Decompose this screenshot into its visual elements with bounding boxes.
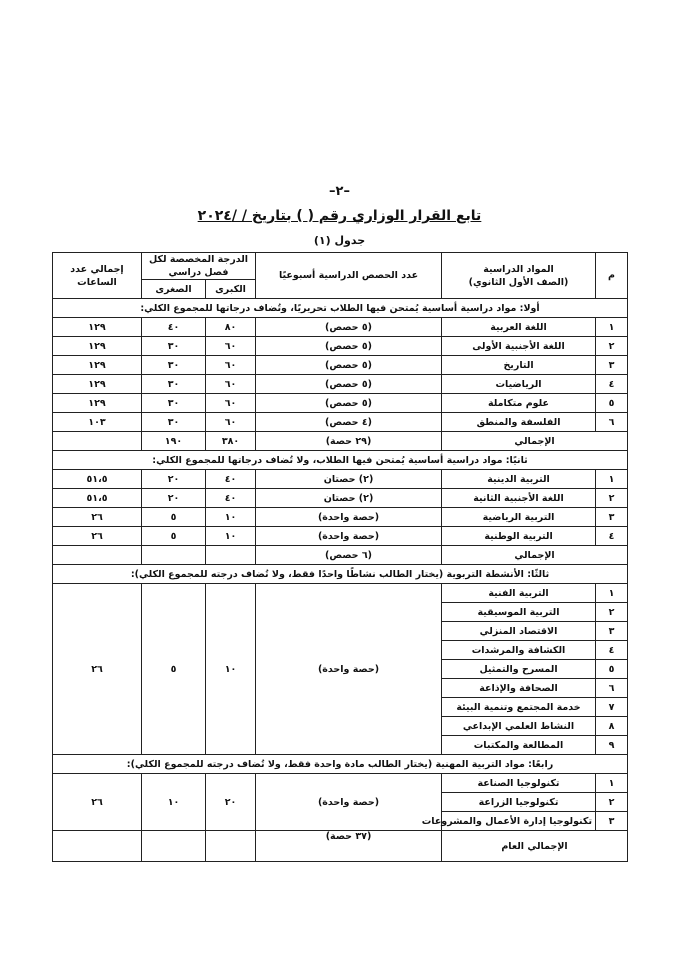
row-subject: تكنولوجيا إدارة الأعمال والمشروعات: [442, 812, 596, 831]
row-number: ٥: [596, 660, 628, 679]
table-body: [53, 299, 628, 862]
row-number: ٩: [596, 736, 628, 755]
section-3-title: [53, 565, 628, 584]
row-number: ٣: [596, 812, 628, 831]
row-number: ٢: [596, 603, 628, 622]
row-number: ٧: [596, 698, 628, 717]
table-row: [53, 527, 628, 546]
grand-total-label: الإجمالي العام: [442, 831, 628, 862]
table-row: [53, 375, 628, 394]
row-subject: علوم متكاملة: [442, 394, 596, 413]
total-row: [53, 432, 628, 451]
total-row: [53, 546, 628, 565]
row-subject: خدمة المجتمع وتنمية البيئة: [442, 698, 596, 717]
row-number: ٨: [596, 717, 628, 736]
row-periods: (٤ حصص): [256, 413, 442, 432]
total-label: الإجمالي: [442, 546, 628, 565]
section-2-title: [53, 451, 628, 470]
row-hours: ١٢٩: [53, 356, 142, 375]
section-1-title-text: أولا: مواد دراسية أساسية يُمتحن فيها الطلاب تحريريًا، وتُضاف درجاتها للمجموع الكلي:: [53, 299, 628, 318]
row-min-grade: ٢٠: [142, 470, 206, 489]
grand-total-min-grade: [142, 831, 206, 862]
header-periods: عدد الحصص الدراسية أسبوعيًا: [256, 253, 442, 299]
row-hours: ٥١،٥: [53, 470, 142, 489]
row-number: ٢: [596, 337, 628, 356]
group-hours: ٢٦: [53, 584, 142, 755]
group-max-grade: ٢٠: [206, 774, 256, 831]
row-hours: ١٢٩: [53, 375, 142, 394]
row-hours: ١٢٩: [53, 337, 142, 356]
row-subject: الرياضيات: [442, 375, 596, 394]
header-subjects-line2: (الصف الأول الثانوي): [468, 276, 569, 288]
row-max-grade: ٦٠: [206, 375, 256, 394]
row-number: ١: [596, 774, 628, 793]
row-max-grade: ٦٠: [206, 413, 256, 432]
group-max-grade: ١٠: [206, 584, 256, 755]
header-max: الكبرى: [206, 280, 256, 299]
row-number: ١: [596, 470, 628, 489]
row-hours: ١٢٩: [53, 318, 142, 337]
row-subject: الاقتصاد المنزلي: [442, 622, 596, 641]
row-subject: النشاط العلمي الإبداعي: [442, 717, 596, 736]
row-hours: ٢٦: [53, 508, 142, 527]
row-hours: ١٢٩: [53, 394, 142, 413]
row-number: ٥: [596, 394, 628, 413]
row-subject: الفلسفة والمنطق: [442, 413, 596, 432]
row-min-grade: ٥: [142, 508, 206, 527]
row-subject: المطالعة والمكتبات: [442, 736, 596, 755]
grand-total-periods: (٣٧ حصة): [256, 831, 442, 862]
table-row: [53, 413, 628, 432]
row-number: ١: [596, 584, 628, 603]
table-row: [53, 318, 628, 337]
row-periods: (٥ حصص): [256, 394, 442, 413]
row-subject: التربية الدينية: [442, 470, 596, 489]
row-subject: تكنولوجيا الصناعة: [442, 774, 596, 793]
header-total-hours: إجمالي عدد الساعات: [53, 253, 142, 299]
row-periods: (حصة واحدة): [256, 508, 442, 527]
row-periods: (حصة واحدة): [256, 527, 442, 546]
section-3-title-text: ثالثًا: الأنشطة التربوية (يختار الطالب نشاطًا واحدًا فقط، ولا تُضاف درجته للمجموع الكلي):: [53, 565, 628, 584]
grand-total-max-grade: [206, 831, 256, 862]
row-periods: (٢) حصتان: [256, 470, 442, 489]
row-max-grade: ٤٠: [206, 470, 256, 489]
row-hours: ١٠٣: [53, 413, 142, 432]
grand-total-hours: [53, 831, 142, 862]
row-min-grade: ٥: [142, 527, 206, 546]
section-2-title-text: ثانيًا: مواد دراسية أساسية يُمتحن فيها الطلاب، ولا تُضاف درجاتها للمجموع الكلي:: [53, 451, 628, 470]
row-number: ٢: [596, 793, 628, 812]
row-subject: الصحافة والإذاعة: [442, 679, 596, 698]
table-row: [53, 584, 628, 603]
row-min-grade: ٣٠: [142, 337, 206, 356]
section-4-title: [53, 755, 628, 774]
row-min-grade: ٣٠: [142, 356, 206, 375]
row-subject: التاريخ: [442, 356, 596, 375]
row-number: ٦: [596, 679, 628, 698]
group-min-grade: ٥: [142, 584, 206, 755]
total-periods: (٢٩ حصة): [256, 432, 442, 451]
table-row: [53, 774, 628, 793]
table-row: [53, 489, 628, 508]
row-max-grade: ٤٠: [206, 489, 256, 508]
total-label: الإجمالي: [442, 432, 628, 451]
table-row: [53, 356, 628, 375]
header-min: الصغرى: [142, 280, 206, 299]
row-max-grade: ٦٠: [206, 356, 256, 375]
row-max-grade: ٦٠: [206, 394, 256, 413]
row-number: ٣: [596, 508, 628, 527]
row-subject: الكشافة والمرشدات: [442, 641, 596, 660]
row-min-grade: ٢٠: [142, 489, 206, 508]
total-min-grade: [142, 546, 206, 565]
row-subject: التربية الموسيقية: [442, 603, 596, 622]
header-grade: الدرجة المخصصة لكل فصل دراسي: [142, 253, 256, 280]
row-max-grade: ٦٠: [206, 337, 256, 356]
total-hours: [53, 432, 142, 451]
decree-title: تابع القرار الوزاري رقم ( ) بتاريخ / /٢٠٢٤: [197, 208, 482, 224]
row-periods: (٥ حصص): [256, 318, 442, 337]
total-max-grade: [206, 546, 256, 565]
row-subject: اللغة الأجنبية الأولى: [442, 337, 596, 356]
table-row: [53, 394, 628, 413]
page-number: –٢–: [329, 184, 350, 199]
header-subjects-line1: المواد الدراسية: [483, 263, 554, 275]
group-periods: (حصة واحدة): [256, 584, 442, 755]
row-number: ٤: [596, 375, 628, 394]
row-min-grade: ٣٠: [142, 375, 206, 394]
row-subject: المسرح والتمثيل: [442, 660, 596, 679]
row-number: ٤: [596, 527, 628, 546]
header-num: م: [596, 253, 628, 299]
row-max-grade: ٨٠: [206, 318, 256, 337]
table-row: [53, 470, 628, 489]
group-periods: (حصة واحدة): [256, 774, 442, 831]
row-periods: (٥ حصص): [256, 356, 442, 375]
row-number: ١: [596, 318, 628, 337]
curriculum-table: [52, 252, 628, 862]
row-number: ٢: [596, 489, 628, 508]
row-subject: اللغة الأجنبية الثانية: [442, 489, 596, 508]
row-min-grade: ٣٠: [142, 413, 206, 432]
grand-total-row: [53, 831, 628, 862]
row-periods: (٥ حصص): [256, 337, 442, 356]
row-number: ٦: [596, 413, 628, 432]
row-number: ٣: [596, 356, 628, 375]
row-max-grade: ١٠: [206, 508, 256, 527]
section-1-title: [53, 299, 628, 318]
row-subject: التربية الوطنية: [442, 527, 596, 546]
row-hours: ٥١،٥: [53, 489, 142, 508]
table-row: [53, 508, 628, 527]
row-periods: (٥ حصص): [256, 375, 442, 394]
row-subject: تكنولوجيا الزراعة: [442, 793, 596, 812]
row-number: ٣: [596, 622, 628, 641]
row-hours: ٢٦: [53, 527, 142, 546]
row-subject: التربية الفنية: [442, 584, 596, 603]
table-caption: جدول (١): [313, 234, 366, 247]
total-min-grade: ١٩٠: [142, 432, 206, 451]
total-hours: [53, 546, 142, 565]
total-max-grade: ٣٨٠: [206, 432, 256, 451]
group-min-grade: ١٠: [142, 774, 206, 831]
row-number: ٤: [596, 641, 628, 660]
row-min-grade: ٤٠: [142, 318, 206, 337]
table-row: [53, 337, 628, 356]
row-subject: اللغة العربية: [442, 318, 596, 337]
row-min-grade: ٣٠: [142, 394, 206, 413]
row-periods: (٢) حصتان: [256, 489, 442, 508]
total-periods: (٦ حصص): [256, 546, 442, 565]
row-subject: التربية الرياضية: [442, 508, 596, 527]
section-4-title-text: رابعًا: مواد التربية المهنية (يختار الطالب مادة واحدة فقط، ولا تُضاف درجته للمجموع الكلي):: [53, 755, 628, 774]
group-hours: ٢٦: [53, 774, 142, 831]
row-max-grade: ١٠: [206, 527, 256, 546]
header-subjects: [442, 253, 596, 299]
